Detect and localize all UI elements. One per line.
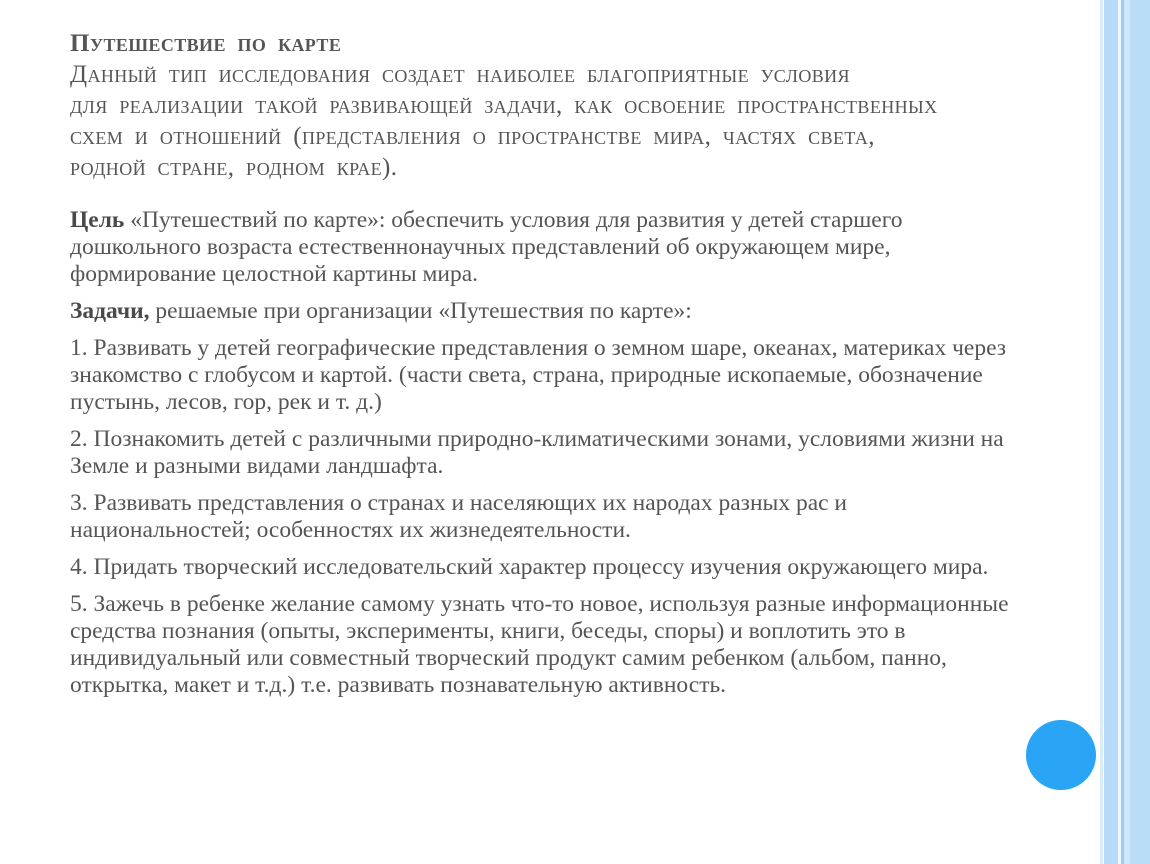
tasks-intro-text: решаемые при организации «Путешествия по карте»: [149, 298, 692, 324]
task-item: 1. Развивать у детей географические представления о земном шаре, океанах, материках через знакомство с глобусом и картой. (части света, страна, природные ископаемые, обозначение пустынь, лесов, гор, рек и т. д.) [70, 335, 1007, 415]
goal-label: Цель [70, 207, 125, 233]
task-item: 2. Познакомить детей с различными природно-климатическими зонами, условиями жизни на Земле и разными видами ландшафта. [70, 426, 1004, 479]
body-block [70, 207, 1030, 709]
intro-block [70, 28, 1070, 183]
tasks-heading [70, 298, 1030, 325]
decorative-stripe [1100, 0, 1103, 864]
task-item: 4. Придать творческий исследовательский характер процессу изучения окружающего мира. [70, 554, 989, 580]
decorative-stripe [1130, 0, 1150, 864]
intro-line: схем и отношений (представления о пространстве мира, частях света, [70, 123, 875, 150]
intro-line: родной стране, родном крае). [70, 154, 398, 181]
task-item: 3. Развивать представления о странах и населяющих их народах разных рас и национальностей; особенностях их жизнедеятельности. [70, 490, 848, 543]
goal-text: «Путешествий по карте»: обеспечить условия для развития у детей старшего дошкольного возраста естественнонаучных представлений об окружающем мире, формирование целостной картины мира. [70, 207, 903, 287]
goal-paragraph [70, 207, 1030, 288]
task-item: 5. Зажечь в ребенке желание самому узнать что-то новое, используя разные информационные средства познания (опыты, эксперименты, книги, беседы, споры) и воплотить это в индивидуальный или совместный творческий продукт самим ребенком (альбом, панно, открытка, макет и т.д.) т.е. развивать познавательную активность. [70, 591, 1009, 698]
decorative-stripe [1104, 0, 1118, 864]
intro-line: для реализации такой развивающей задачи, как освоение пространственных [70, 92, 938, 119]
decorative-circle [1026, 720, 1096, 790]
intro-title: Путешествие по карте [70, 30, 342, 57]
tasks-label: Задачи, [70, 298, 150, 324]
intro-line: Данный тип исследования создает наиболее благоприятные условия [70, 61, 850, 88]
